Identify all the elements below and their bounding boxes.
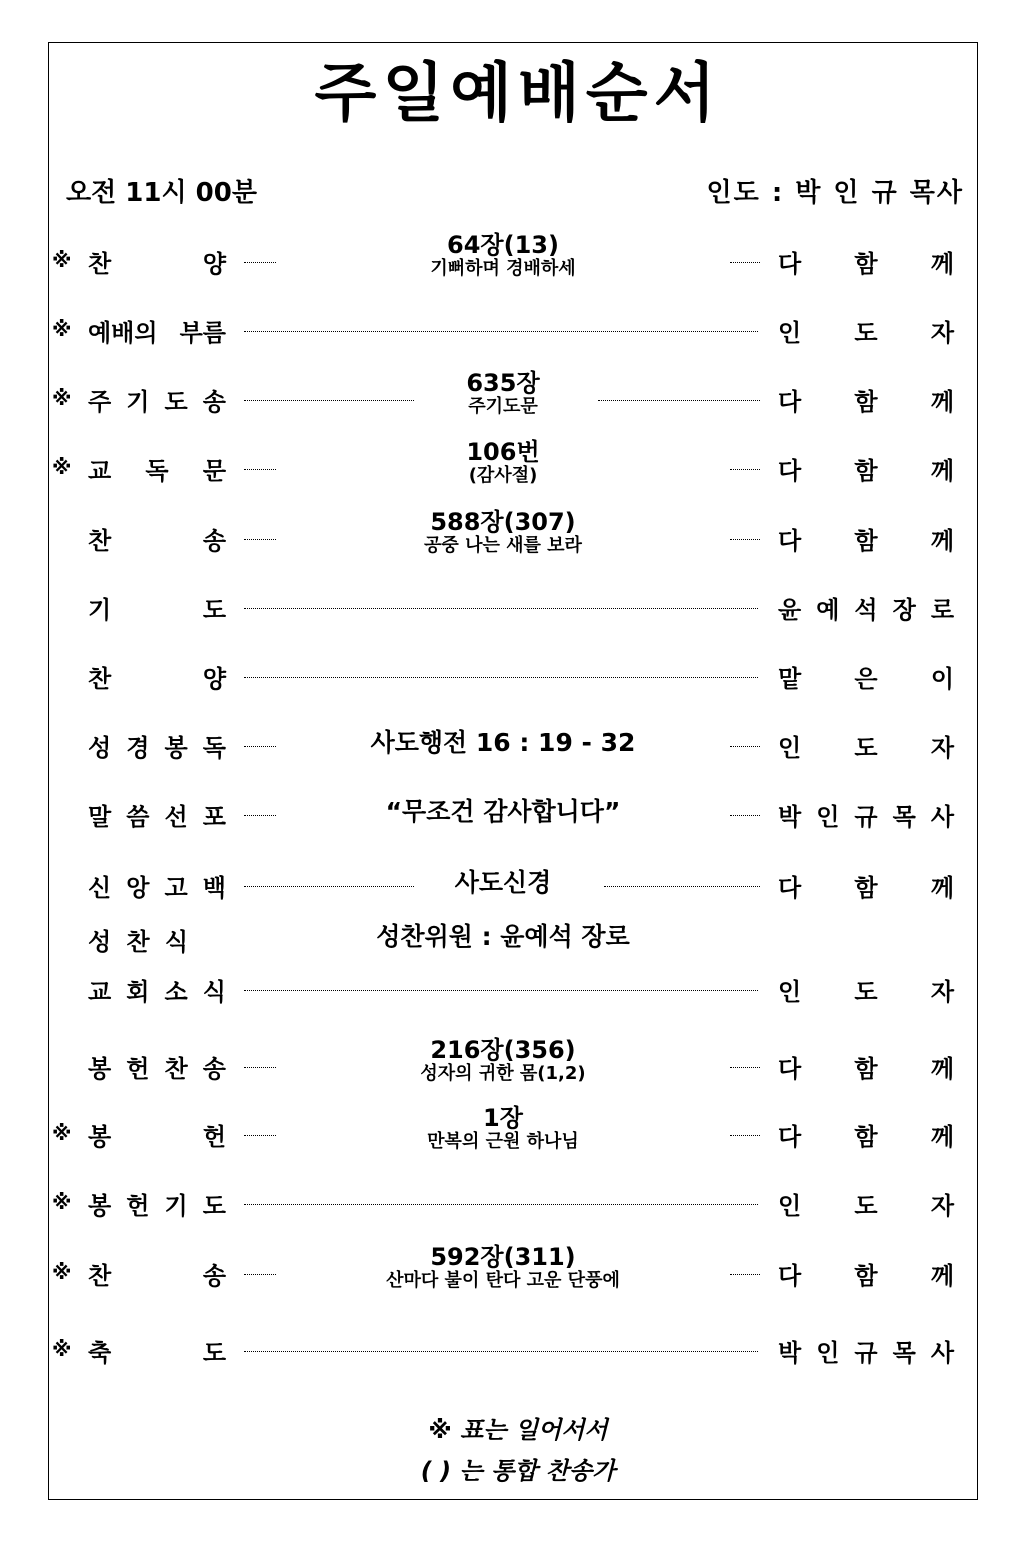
order-label — [88, 868, 226, 903]
order-detail — [280, 922, 726, 952]
order-detail-main: 588장(307) — [430, 508, 576, 536]
order-leader-part: 인 — [778, 1192, 802, 1220]
standing-mark: ※ — [52, 1260, 72, 1284]
order-leader-part: 함 — [854, 250, 878, 278]
order-detail — [280, 1037, 726, 1085]
order-detail-sub: 공중 나는 새를 보라 — [424, 535, 582, 556]
order-leader-part: 함 — [854, 388, 878, 416]
standing-mark: ※ — [52, 248, 72, 272]
order-label-part: 말 — [88, 803, 112, 831]
order-leader-part: 자 — [930, 734, 954, 762]
order-leader-part: 석 — [854, 596, 878, 624]
order-leader-part: 께 — [930, 457, 954, 485]
order-label-part: 도 — [202, 1192, 226, 1220]
order-label-part: 송 — [202, 1262, 226, 1290]
order-label — [88, 313, 226, 348]
order-label-part: 도 — [202, 596, 226, 624]
order-leader — [778, 313, 954, 348]
dotted-leader-line — [730, 1274, 760, 1275]
order-label-part: 선 — [164, 803, 188, 831]
order-leader-part: 함 — [854, 1262, 878, 1290]
order-label-part: 식 — [202, 978, 226, 1006]
order-leader — [778, 972, 954, 1007]
dotted-leader-line — [730, 1135, 760, 1136]
order-leader-part: 예 — [816, 596, 840, 624]
order-label-part: 독 — [202, 734, 226, 762]
order-leader — [778, 1333, 954, 1368]
order-label-part: 양 — [202, 665, 226, 693]
order-row — [0, 1243, 1036, 1292]
order-leader-part: 인 — [778, 734, 802, 762]
dotted-leader-line — [730, 469, 760, 470]
order-row — [0, 968, 1036, 1008]
standing-mark: ※ — [52, 1337, 72, 1361]
order-detail — [280, 797, 726, 827]
dotted-leader-line — [244, 1351, 758, 1352]
order-label-part: 교 — [88, 457, 112, 485]
order-leader-part: 함 — [854, 457, 878, 485]
order-leader-part: 자 — [930, 319, 954, 347]
order-leader-part: 자 — [930, 1192, 954, 1220]
order-label-part: 찬 — [88, 250, 112, 278]
order-row — [0, 1329, 1036, 1369]
order-leader — [778, 451, 954, 486]
order-label-part: 도 — [164, 388, 188, 416]
order-leader-part: 함 — [854, 1123, 878, 1151]
order-detail-sub: 주기도문 — [468, 396, 538, 417]
order-leader — [778, 1256, 954, 1291]
dotted-leader-line — [244, 469, 276, 470]
dotted-leader-line — [244, 677, 758, 678]
order-detail — [280, 370, 726, 418]
dotted-leader-line — [244, 1274, 276, 1275]
order-leader — [778, 728, 954, 763]
order-detail-main: 64장(13) — [447, 231, 559, 259]
order-leader-part: 께 — [930, 527, 954, 555]
order-leader-part: 인 — [778, 978, 802, 1006]
order-leader-part: 다 — [778, 527, 802, 555]
order-label-part: 성 — [88, 734, 112, 762]
order-leader — [778, 797, 954, 832]
order-label-part: 경 — [126, 734, 150, 762]
note-hymnal: ( ) 는 통합 찬송가 — [420, 1457, 616, 1485]
order-label-part: 포 — [202, 803, 226, 831]
order-label-part: 양 — [202, 250, 226, 278]
order-label-part: 예배의 — [88, 319, 158, 347]
order-label-part: 신 — [88, 874, 112, 902]
order-row — [0, 309, 1036, 349]
order-label-part: 소 — [164, 978, 188, 1006]
order-leader-part: 도 — [854, 319, 878, 347]
order-leader-part: 다 — [778, 874, 802, 902]
order-row — [0, 369, 1036, 418]
order-row — [0, 918, 1036, 958]
order-detail-main: “무조건 감사합니다” — [385, 797, 621, 826]
order-leader-part: 인 — [778, 319, 802, 347]
note-standing: ※ 표는 일어서서 — [428, 1416, 608, 1444]
order-label-part: 찬 — [88, 1262, 112, 1290]
order-label-part: 봉 — [88, 1192, 112, 1220]
standing-mark: ※ — [52, 1190, 72, 1214]
order-leader-part: 함 — [854, 1055, 878, 1083]
order-row — [0, 724, 1036, 764]
dotted-leader-line — [244, 746, 276, 747]
order-leader-part: 께 — [930, 1055, 954, 1083]
order-row — [0, 655, 1036, 695]
order-leader-part: 은 — [854, 665, 878, 693]
order-label-part: 헌 — [202, 1123, 226, 1151]
order-detail — [280, 439, 726, 487]
standing-mark: ※ — [52, 455, 72, 479]
order-detail-sub: 산마다 불이 탄다 고운 단풍에 — [386, 1270, 620, 1291]
order-row — [0, 508, 1036, 557]
order-detail-main: 216장(356) — [430, 1036, 576, 1064]
dotted-leader-line — [244, 539, 276, 540]
order-leader — [778, 382, 954, 417]
order-leader-part: 다 — [778, 1262, 802, 1290]
order-leader-part: 규 — [854, 1339, 878, 1367]
order-label — [88, 382, 226, 417]
order-label-part: 성 — [88, 928, 112, 956]
order-label-part: 봉 — [88, 1055, 112, 1083]
order-leader-part: 함 — [854, 527, 878, 555]
dotted-leader-line — [730, 1067, 760, 1068]
order-label-part: 찬 — [164, 1055, 188, 1083]
order-label-part: 송 — [202, 1055, 226, 1083]
order-label-part: 기 — [126, 388, 150, 416]
order-leader-part: 함 — [854, 874, 878, 902]
order-leader-part: 이 — [930, 665, 954, 693]
order-detail-main: 106번 — [466, 438, 540, 466]
order-leader-part: 장 — [892, 596, 916, 624]
dotted-leader-line — [244, 815, 276, 816]
order-detail-main: 사도행전 16 : 19 - 32 — [370, 728, 636, 757]
leader-header: 인도 : 박 인 규 목사 — [706, 178, 964, 208]
order-label — [88, 1186, 226, 1221]
order-leader-part: 박 — [778, 803, 802, 831]
order-leader-part: 께 — [930, 874, 954, 902]
order-leader-part: 다 — [778, 1055, 802, 1083]
standing-mark: ※ — [52, 1121, 72, 1145]
order-leader — [778, 1117, 954, 1152]
order-label-part: 봉 — [88, 1123, 112, 1151]
order-leader — [778, 244, 954, 279]
order-label — [88, 1049, 226, 1084]
order-label-part: 씀 — [126, 803, 150, 831]
standing-mark: ※ — [52, 386, 72, 410]
dotted-leader-line — [244, 608, 758, 609]
order-leader-part: 다 — [778, 457, 802, 485]
order-row — [0, 438, 1036, 487]
order-label-part: 회 — [126, 978, 150, 1006]
order-label-part: 기 — [164, 1192, 188, 1220]
dotted-leader-line — [730, 262, 760, 263]
dotted-leader-line — [730, 746, 760, 747]
order-label — [88, 1333, 226, 1368]
order-leader-part: 목 — [892, 803, 916, 831]
order-detail-sub: 기뻐하며 경배하세 — [430, 258, 576, 279]
order-leader — [778, 1049, 954, 1084]
order-label-part: 주 — [88, 388, 112, 416]
order-label-part: 백 — [202, 874, 226, 902]
order-leader-part: 윤 — [778, 596, 802, 624]
order-label-part: 찬 — [88, 527, 112, 555]
order-label-part: 고 — [164, 874, 188, 902]
order-leader — [778, 1186, 954, 1221]
order-label-part: 식 — [164, 928, 188, 956]
order-detail-main: 1장 — [483, 1104, 523, 1132]
order-leader-part: 규 — [854, 803, 878, 831]
order-leader — [778, 521, 954, 556]
order-leader-part: 도 — [854, 978, 878, 1006]
order-leader-part: 사 — [930, 803, 954, 831]
order-detail — [280, 1105, 726, 1153]
order-label-part: 부름 — [179, 319, 226, 347]
order-label-part: 헌 — [126, 1055, 150, 1083]
order-leader-part: 목 — [892, 1339, 916, 1367]
order-row — [0, 586, 1036, 626]
order-detail-sub: 만복의 근원 하나님 — [427, 1131, 579, 1152]
order-leader-part: 인 — [816, 1339, 840, 1367]
order-row — [0, 793, 1036, 833]
order-label-part: 앙 — [126, 874, 150, 902]
order-detail — [280, 1244, 726, 1292]
order-leader-part: 로 — [930, 596, 954, 624]
order-detail-main: 592장(311) — [430, 1243, 576, 1271]
order-leader-part: 께 — [930, 1262, 954, 1290]
order-leader — [778, 659, 954, 694]
service-time: 오전 11시 00분 — [66, 178, 257, 208]
order-label — [88, 521, 226, 556]
order-label-part: 찬 — [126, 928, 150, 956]
order-leader-part: 도 — [854, 734, 878, 762]
order-leader-part: 다 — [778, 388, 802, 416]
order-label — [88, 1256, 226, 1291]
order-detail-sub: (감사절) — [468, 465, 538, 486]
order-leader-part: 도 — [854, 1192, 878, 1220]
order-detail — [280, 728, 726, 758]
order-label — [88, 451, 226, 486]
order-detail-sub: 성자의 귀한 몸(1,2) — [420, 1063, 586, 1084]
order-row — [0, 231, 1036, 280]
order-leader-part: 인 — [816, 803, 840, 831]
order-leader — [778, 868, 954, 903]
order-leader-part: 께 — [930, 388, 954, 416]
order-detail — [280, 868, 726, 898]
order-label-part: 독 — [145, 457, 169, 485]
order-leader-part: 께 — [930, 1123, 954, 1151]
dotted-leader-line — [244, 1204, 758, 1205]
order-label — [88, 244, 226, 279]
dotted-leader-line — [244, 331, 758, 332]
order-label-part: 송 — [202, 527, 226, 555]
order-row — [0, 1104, 1036, 1153]
standing-mark: ※ — [52, 317, 72, 341]
order-row — [0, 1036, 1036, 1085]
order-leader — [778, 590, 954, 625]
order-label — [88, 1117, 226, 1152]
dotted-leader-line — [244, 1067, 276, 1068]
order-label — [88, 922, 188, 957]
page-title: 주일예배순서 — [314, 57, 722, 131]
dotted-leader-line — [244, 262, 276, 263]
order-detail-main: 성찬위원 : 윤예석 장로 — [376, 922, 630, 951]
order-label — [88, 590, 226, 625]
order-detail-main: 635장 — [466, 369, 540, 397]
order-leader-part: 맡 — [778, 665, 802, 693]
order-label-part: 기 — [88, 596, 112, 624]
order-label — [88, 659, 226, 694]
order-label — [88, 728, 226, 763]
order-label-part: 축 — [88, 1339, 112, 1367]
order-leader-part: 자 — [930, 978, 954, 1006]
dotted-leader-line — [730, 815, 760, 816]
dotted-leader-line — [244, 990, 758, 991]
dotted-leader-line — [730, 539, 760, 540]
order-label-part: 교 — [88, 978, 112, 1006]
order-row — [0, 1182, 1036, 1222]
order-label-part: 송 — [202, 388, 226, 416]
order-label-part: 헌 — [126, 1192, 150, 1220]
order-leader-part: 박 — [778, 1339, 802, 1367]
order-label-part: 문 — [202, 457, 226, 485]
order-row — [0, 864, 1036, 904]
order-leader-part: 다 — [778, 1123, 802, 1151]
order-leader-part: 사 — [930, 1339, 954, 1367]
order-detail — [280, 509, 726, 557]
order-label-part: 도 — [202, 1339, 226, 1367]
order-label-part: 찬 — [88, 665, 112, 693]
order-label — [88, 972, 226, 1007]
order-leader-part: 다 — [778, 250, 802, 278]
dotted-leader-line — [244, 1135, 276, 1136]
order-leader-part: 께 — [930, 250, 954, 278]
order-label — [88, 797, 226, 832]
order-detail — [280, 232, 726, 280]
order-label-part: 봉 — [164, 734, 188, 762]
order-detail-main: 사도신경 — [454, 868, 552, 897]
